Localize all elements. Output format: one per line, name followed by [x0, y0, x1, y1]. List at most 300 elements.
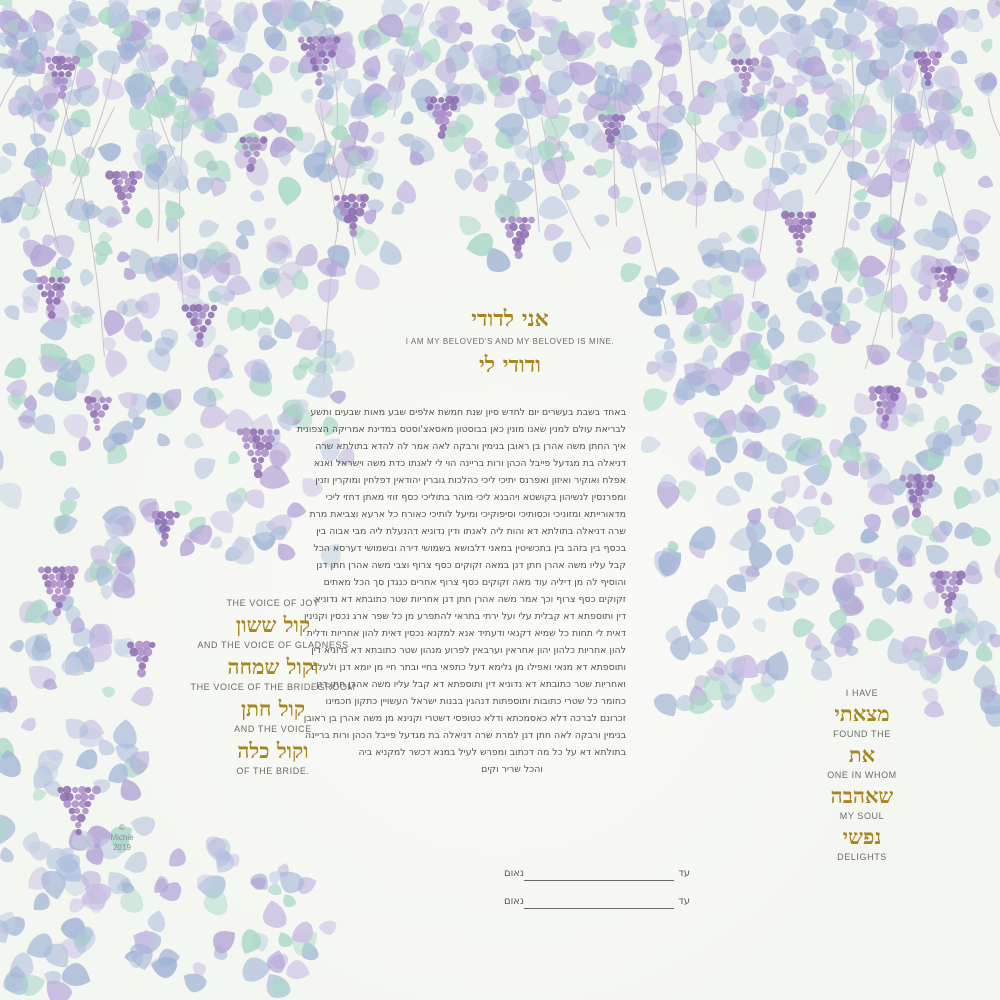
berry [614, 121, 622, 129]
berry [885, 407, 892, 414]
berry [251, 457, 257, 463]
verse-english: THE VOICE OF JOY [226, 598, 320, 608]
berry [344, 202, 350, 208]
berry [51, 594, 59, 602]
berry [809, 211, 816, 218]
berry [912, 508, 921, 517]
berry [508, 216, 516, 224]
berry [525, 224, 532, 231]
berry [196, 319, 203, 326]
berry [45, 283, 52, 290]
berry [160, 539, 168, 547]
berry [944, 599, 952, 607]
verse-english: AND THE VOICE [234, 724, 312, 734]
berry [46, 297, 53, 304]
berry [267, 429, 273, 435]
berry [165, 511, 174, 520]
verse-english: MY SOUL [839, 811, 885, 821]
berry [44, 566, 51, 573]
berry [328, 50, 336, 58]
berry [880, 421, 888, 429]
verse-english: AND THE VOICE OF GLADNESS [197, 640, 349, 650]
ketubah-line: איך החתן משה אהרן בן ראובן בנימין ורבקה לאה אמר לה להדא בתולתא שרה [315, 441, 626, 452]
heading-hebrew-bottom: ודודי לי [479, 352, 541, 378]
heading-hebrew-top: אני לדודי [471, 306, 549, 332]
berry [333, 36, 340, 43]
berry [62, 78, 69, 85]
berry [77, 814, 86, 823]
berry [125, 193, 132, 200]
berry [510, 223, 518, 231]
berry [242, 428, 251, 437]
berry [80, 793, 88, 801]
berry [734, 66, 741, 73]
verse-hebrew: מצאתי [834, 701, 890, 726]
signature-line-1 [490, 868, 690, 882]
berry [47, 290, 55, 298]
berry [86, 403, 93, 410]
berry [72, 56, 80, 64]
berry [67, 63, 75, 71]
berry [522, 217, 528, 223]
ketubah-line: דאית לי תחות כל שמיא דקנאי ודעתיד אנא למקנא נכסין דאית להון אחריות ודלית [306, 628, 626, 639]
berry [427, 104, 434, 111]
berry [942, 571, 951, 580]
berry [612, 114, 620, 122]
berry [920, 51, 928, 59]
verse-english: DELIGHTS [837, 852, 887, 862]
berry [598, 114, 606, 122]
berry [117, 179, 123, 185]
berry [52, 566, 59, 573]
berry [38, 567, 45, 574]
artist-name: Michie [110, 833, 134, 842]
berry [743, 72, 751, 80]
berry [906, 482, 913, 489]
berry [195, 339, 203, 347]
berry [927, 474, 935, 482]
berry [940, 294, 948, 302]
verse-hebrew: וקול שמחה [227, 654, 319, 679]
berry [192, 312, 199, 319]
berry [63, 800, 71, 808]
berry [741, 66, 747, 72]
berry [74, 808, 80, 814]
berry [515, 251, 523, 259]
berry [93, 403, 101, 411]
berry [75, 822, 81, 828]
berry [62, 587, 71, 596]
berry [315, 78, 323, 86]
berry [205, 319, 212, 326]
berry [199, 311, 206, 318]
ketubah-line: ותוספתא דא מנאי ואפילו מן גלימא דעל כתפאי בחיי ובתר חיי מן יומא דנן ולעלם [311, 662, 626, 673]
heading-block [380, 308, 640, 376]
berry [254, 470, 263, 479]
ketubah-line: דניאלה בת מגדעל פייבל הכהן ורות בריינה הוי לי לאנתו כדת משה וישראל ואנא [313, 458, 626, 469]
ketubah-line: והוסיף לה מן דיליה עוד מאה זקוקים כסף צרוף אחרים כנגדן סך הכל מאתים [323, 577, 626, 588]
berry [70, 566, 78, 574]
berry [128, 185, 136, 193]
berry [98, 410, 106, 418]
ketubah-line: והכל שריר וקים [481, 764, 543, 775]
berry [612, 128, 620, 136]
berry [298, 37, 305, 44]
berry [66, 57, 72, 63]
berry [59, 594, 67, 602]
berry [244, 151, 251, 158]
berry [102, 404, 109, 411]
berry [806, 219, 813, 226]
berry [797, 212, 804, 219]
witness-label: נאום [503, 896, 524, 907]
berry [957, 570, 966, 579]
berry [142, 656, 149, 663]
berry [202, 304, 210, 312]
verse-english: ONE IN WHOM [827, 770, 897, 780]
berry [255, 144, 262, 151]
berry [608, 143, 615, 150]
berry [246, 136, 253, 143]
berry [66, 793, 74, 801]
left-verse-block [168, 593, 378, 782]
ketubah-line: דין ותוספתא דא קבלית עלי ועל ירתי בתראי להתפרע מן כל שפר ארג נכסין וקנינין [303, 611, 626, 622]
berry [326, 37, 333, 44]
ketubah-line: לבריאת עולם למנין שאנו מונין כאן בבוסטון מאסאצ'וסטס במדינת אמריקה הצפונית [296, 424, 626, 435]
berry [122, 206, 131, 215]
ketubah-line: באחד בשבת בעשרים יום לחדש סיון שנת חמשת אלפים שבע מאות שבעים ותשע [310, 407, 626, 418]
artist-year: 2019 [113, 843, 131, 852]
berry [90, 410, 98, 418]
berry [56, 290, 64, 298]
heading-english: I AM MY BELOVED'S AND MY BELOVED IS MINE. [405, 337, 615, 346]
berry [795, 225, 804, 234]
verse-english: I HAVE [845, 688, 879, 698]
berry [90, 397, 96, 403]
berry [37, 284, 43, 290]
berry [438, 131, 446, 139]
berry [876, 407, 884, 415]
berry [93, 418, 100, 425]
berry [252, 137, 258, 143]
berry [196, 332, 204, 340]
ketubah-line: זכרונם לברכה דלא כאסמכתא ודלא כטופסי דשטרי וקנינא מן משה אהרן בן ראובן [303, 713, 626, 724]
berry [143, 647, 152, 656]
berry [741, 87, 748, 94]
berry [136, 656, 143, 663]
berry [59, 71, 65, 77]
berry [100, 397, 106, 403]
berry [946, 586, 952, 592]
berry [439, 124, 447, 132]
verse-english: OF THE BRIDE. [236, 766, 310, 776]
berry [319, 36, 327, 44]
berry [137, 669, 146, 678]
berry [57, 56, 66, 65]
berry [57, 580, 66, 589]
berry [952, 586, 959, 593]
berry [921, 475, 928, 482]
berry [319, 50, 327, 58]
berry [879, 394, 886, 401]
berry [117, 192, 126, 201]
berry [738, 59, 744, 65]
berry [85, 787, 91, 793]
berry [46, 588, 53, 595]
berry [65, 71, 72, 78]
berry [308, 43, 316, 51]
ketubah-line: שרה דניאלה בתולתא דא והות ליה לאנתו ודין נדוניא דהנעלת ליה מבי אבוה בין [316, 526, 626, 537]
berry [49, 580, 57, 588]
berry [900, 475, 907, 482]
berry [923, 489, 930, 496]
berry [260, 136, 267, 143]
berry [352, 202, 359, 209]
berry [935, 585, 944, 594]
berry [908, 489, 914, 495]
berry [39, 276, 48, 285]
berry [351, 216, 358, 223]
berry [334, 195, 340, 201]
berry [506, 230, 514, 238]
ketubah-line: בנימין ורבקה לאה חתן דנן למרת שרה דניאלה בת מגדעל פייבל הכהן ורות בריינה [305, 730, 626, 741]
berry [240, 137, 247, 144]
berry [316, 58, 323, 65]
berry [528, 217, 535, 224]
berry [242, 144, 248, 150]
berry [56, 64, 63, 71]
berry [330, 43, 338, 51]
berry [935, 267, 942, 274]
berry [323, 58, 329, 64]
berry [355, 207, 364, 216]
berry [164, 526, 170, 532]
berry [55, 588, 61, 594]
berry [168, 518, 175, 525]
berry [932, 58, 940, 66]
ketubah-line: קבל עליו משה אהרן חתן דנן במאה זקוקים כסף צרוף וצבי משה אהרן חתן דנן [316, 560, 626, 571]
ketubah-line: להון אחריות כלהון יהון אחראין וערבאין לפרוע מנהון שטר כתובתא דא נדוניא דין [311, 645, 626, 656]
berry [208, 312, 215, 319]
signature-line-2 [490, 896, 690, 910]
ketubah-line: בכסף בין בזהב בין בתכשיטין במאני דלבושא בשמושי דירה ובשמושי דערסא הכל [313, 543, 626, 554]
berry [49, 277, 55, 283]
berry [258, 429, 265, 436]
berry [41, 291, 47, 297]
berry [57, 277, 63, 283]
berry [254, 151, 260, 157]
berry [211, 305, 218, 312]
berry [45, 57, 51, 63]
berry [60, 85, 67, 92]
berry [789, 212, 795, 218]
berry [58, 283, 66, 291]
berry [869, 393, 877, 401]
berry [261, 449, 269, 457]
berry [430, 96, 437, 103]
ketubah-line: ואחריות שטר כתובתא דא נדוניא דין ותוספתא דא קבל עליו משה אהרן חתן דנן [316, 679, 626, 690]
verse-hebrew: וקול כלה [237, 738, 309, 763]
berry [42, 574, 49, 581]
berry [750, 58, 759, 67]
berry [603, 122, 609, 128]
berry [48, 574, 55, 581]
berry [500, 217, 506, 223]
berry [186, 312, 193, 319]
berry [350, 222, 357, 229]
berry [85, 801, 91, 807]
berry [88, 794, 95, 801]
berry [274, 429, 280, 435]
berry [920, 65, 928, 73]
berry [174, 512, 180, 518]
berry [793, 233, 799, 239]
berry [119, 171, 128, 180]
ketubah-line: מדאורייתא ומזוניכי וכסותיכי וסיפוקיכי ומיעל לותיכי כאורח כל ארעא וצביאת מרת [309, 509, 626, 520]
berry [193, 326, 199, 332]
berry [70, 815, 77, 822]
berry [54, 77, 62, 85]
berry [804, 225, 812, 233]
berry [258, 457, 264, 463]
berry [131, 179, 137, 185]
ketubah-line: אפלח ואוקיר ואיזון ואפרנס יתיכי ליכי כהלכות גוברין יהודאין דפלחין ומוקרין וזנין [315, 475, 626, 486]
berry [72, 800, 80, 808]
berry [606, 135, 614, 143]
berry [72, 787, 78, 793]
berry [53, 297, 61, 305]
berry [619, 115, 626, 122]
berry [106, 397, 112, 403]
berry [127, 642, 134, 649]
berry [246, 164, 254, 172]
berry [248, 157, 256, 165]
berry [928, 66, 935, 73]
berry [344, 215, 353, 224]
berry [935, 52, 942, 59]
berry [63, 276, 71, 284]
berry [923, 58, 931, 66]
verse-english: FOUND THE [833, 729, 891, 739]
berry [243, 443, 250, 450]
berry [92, 786, 101, 795]
verse-hebrew: קול חתן [240, 696, 306, 721]
berry [247, 450, 254, 457]
berry [75, 829, 81, 835]
berry [949, 578, 957, 586]
berry [264, 442, 272, 450]
berry [451, 96, 459, 104]
berry [200, 325, 207, 332]
witness-label: נאום [503, 868, 524, 879]
berry [926, 482, 933, 489]
berry [48, 63, 55, 70]
verse-hebrew: נפשי [842, 824, 882, 849]
berry [941, 593, 948, 600]
witness-signature-line[interactable] [524, 880, 674, 881]
berry [924, 72, 932, 80]
berry [53, 608, 61, 616]
berry [605, 128, 613, 136]
verse-hebrew: קול ששון [235, 612, 311, 637]
berry [340, 208, 348, 216]
berry [918, 496, 924, 502]
berry [797, 247, 803, 253]
ketubah-line: כחומר כל שטרי כתובות ותוספתות דנהגין בבנות ישראל העשויין כתקון חכמינו [325, 696, 626, 707]
berry [450, 103, 457, 110]
berry [122, 200, 128, 206]
berry [51, 71, 57, 77]
berry [182, 304, 190, 312]
berry [894, 387, 901, 394]
berry [360, 194, 369, 203]
berry [82, 808, 89, 815]
berry [956, 579, 963, 586]
verse-hebrew: את [848, 742, 876, 767]
berry [915, 488, 924, 497]
berry [155, 519, 161, 525]
berry [731, 59, 738, 66]
berry [441, 117, 450, 126]
berry [341, 195, 348, 202]
ketubah-text [296, 404, 626, 778]
berry [796, 240, 803, 247]
berry [255, 450, 262, 457]
berry [267, 435, 275, 443]
berry [312, 65, 319, 72]
ketubah-line: ומפרנסין לנשיהון בקושטא ויהבנא ליכי מוהר בתוליכי כסף זוזי מאתן דחזי ליכי [325, 492, 626, 503]
berry [48, 311, 56, 319]
berry [446, 111, 452, 117]
berry [360, 202, 366, 208]
berry [934, 274, 940, 280]
verse-hebrew: שאהבה [830, 783, 894, 808]
berry [317, 72, 323, 78]
berry [195, 304, 203, 312]
berry [742, 79, 750, 87]
right-verse-block [812, 683, 912, 867]
berry [322, 65, 328, 71]
berry [56, 601, 63, 608]
ketubah-line: זקוקים כסף צרוף וכך אמר משה אהרן חתן דנן אחריות שטר כתובתא דא נדוניא [314, 594, 626, 605]
verse-english: THE VOICE OF THE BRIDEGROOM [190, 682, 356, 692]
berry [157, 511, 165, 519]
witness-label: עד [678, 896, 690, 907]
berry [160, 518, 168, 526]
berry [161, 532, 169, 540]
berry [46, 304, 55, 313]
berry [799, 233, 805, 239]
copyright-icon: © [119, 823, 125, 832]
berry [149, 642, 155, 648]
artist-signature [102, 823, 142, 853]
witness-signature-line[interactable] [524, 908, 674, 909]
berry [438, 97, 444, 103]
berry [945, 606, 952, 613]
berry [58, 91, 66, 99]
berry [882, 414, 889, 421]
berry [799, 218, 806, 225]
berry [250, 428, 258, 436]
berry [301, 43, 309, 51]
berry [350, 229, 358, 237]
berry [256, 442, 265, 451]
berry [513, 244, 521, 252]
berry [925, 80, 931, 86]
berry [887, 400, 896, 409]
berry [134, 171, 143, 180]
witness-label: עד [678, 868, 690, 879]
